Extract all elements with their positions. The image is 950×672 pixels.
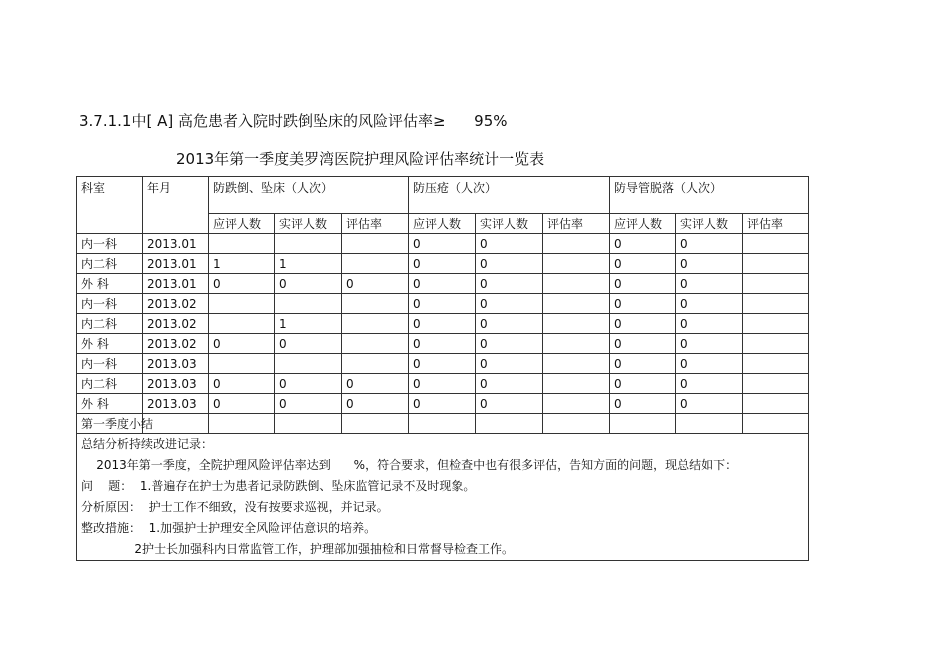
table-cell <box>543 374 610 394</box>
table-cell <box>743 234 809 254</box>
table-cell <box>743 294 809 314</box>
dept-cell: 内一科 <box>77 234 143 254</box>
standard-target: 95% <box>474 112 508 130</box>
notes-cause: 分析原因： 护士工作不细致，没有按要求巡视，并记录。 <box>81 500 389 514</box>
table-cell: 0 <box>409 354 476 374</box>
header-row-groups <box>77 177 809 214</box>
table-cell: 1 <box>275 254 342 274</box>
table-cell: 0 <box>476 314 543 334</box>
table-cell <box>543 314 610 334</box>
header-group-catheter: 防导管脱落（人次） <box>610 177 809 214</box>
table-row <box>77 274 809 294</box>
table-cell: 0 <box>610 254 676 274</box>
sub-header-actual: 实评人数 <box>476 214 543 234</box>
table-cell: 0 <box>275 334 342 354</box>
table-cell <box>743 274 809 294</box>
table-cell <box>209 294 275 314</box>
table-cell <box>743 374 809 394</box>
table-cell <box>209 414 275 434</box>
table-cell <box>543 394 610 414</box>
table-cell: 0 <box>476 394 543 414</box>
table-cell <box>743 334 809 354</box>
table-cell: 0 <box>676 254 743 274</box>
dept-cell: 内二科 <box>77 374 143 394</box>
table-cell <box>543 334 610 354</box>
subtotal-row <box>77 414 809 434</box>
table-cell: 1 <box>275 314 342 334</box>
table-cell: 0 <box>676 354 743 374</box>
month-cell: 2013.03 <box>143 374 209 394</box>
table-cell: 0 <box>209 374 275 394</box>
table-row <box>77 294 809 314</box>
sub-header-required: 应评人数 <box>209 214 275 234</box>
table-cell <box>342 234 409 254</box>
month-cell: 2013.01 <box>143 234 209 254</box>
table-cell: 0 <box>342 394 409 414</box>
table-cell <box>743 354 809 374</box>
sub-header-required: 应评人数 <box>610 214 676 234</box>
table-cell: 0 <box>610 274 676 294</box>
table-cell <box>610 414 676 434</box>
table-cell: 0 <box>275 394 342 414</box>
table-cell <box>342 314 409 334</box>
table-cell: 0 <box>275 374 342 394</box>
table-cell <box>275 294 342 314</box>
notes-heading: 总结分析持续改进记录： <box>81 437 214 451</box>
table-row <box>77 254 809 274</box>
table-cell: 0 <box>409 234 476 254</box>
table-cell: 0 <box>676 314 743 334</box>
table-cell: 0 <box>610 234 676 254</box>
assessment-table <box>76 176 809 561</box>
table-cell: 0 <box>476 334 543 354</box>
table-cell <box>743 394 809 414</box>
dept-cell: 内一科 <box>77 294 143 314</box>
month-cell: 2013.03 <box>143 394 209 414</box>
sub-header-rate: 评估率 <box>342 214 409 234</box>
table-cell: 0 <box>209 334 275 354</box>
table-cell <box>543 294 610 314</box>
table-cell: 0 <box>409 254 476 274</box>
table-cell <box>342 254 409 274</box>
table-cell: 0 <box>676 294 743 314</box>
table-cell: 0 <box>676 374 743 394</box>
table-cell: 0 <box>209 394 275 414</box>
table-row <box>77 354 809 374</box>
table-cell <box>743 254 809 274</box>
dept-cell: 外 科 <box>77 274 143 294</box>
table-row <box>77 334 809 354</box>
header-group-fall: 防跌倒、坠床（人次） <box>209 177 409 214</box>
table-cell: 0 <box>476 234 543 254</box>
table-cell: 0 <box>476 374 543 394</box>
table-cell: 0 <box>610 394 676 414</box>
table-cell <box>743 314 809 334</box>
sub-header-actual: 实评人数 <box>676 214 743 234</box>
dept-cell: 内一科 <box>77 354 143 374</box>
table-cell <box>543 274 610 294</box>
table-cell: 0 <box>676 334 743 354</box>
table-cell: 1 <box>209 254 275 274</box>
table-cell: 0 <box>610 314 676 334</box>
subtotal-label: 第一季度小结 <box>77 414 143 434</box>
table-cell: 0 <box>409 374 476 394</box>
table-cell: 0 <box>476 294 543 314</box>
table-row <box>77 234 809 254</box>
table-cell: 0 <box>476 274 543 294</box>
table-cell <box>342 334 409 354</box>
table-cell <box>743 414 809 434</box>
table-cell: 0 <box>409 314 476 334</box>
sub-header-actual: 实评人数 <box>275 214 342 234</box>
table-cell: 0 <box>476 254 543 274</box>
month-cell: 2013.02 <box>143 314 209 334</box>
table-cell: 0 <box>409 274 476 294</box>
header-dept: 科室 <box>77 177 143 234</box>
month-cell: 2013.01 <box>143 274 209 294</box>
table-cell: 0 <box>676 274 743 294</box>
table-cell: 0 <box>275 274 342 294</box>
month-cell: 2013.02 <box>143 334 209 354</box>
month-cell: 2013.01 <box>143 254 209 274</box>
header-month: 年月 <box>143 177 209 234</box>
table-cell: 0 <box>610 294 676 314</box>
dept-cell: 外 科 <box>77 334 143 354</box>
standard-heading <box>79 110 508 131</box>
notes-problem: 问 题： 1.普遍存在护士为患者记录防跌倒、坠床监管记录不及时现象。 <box>81 479 476 493</box>
standard-code: 3.7.1.1中[ A] 高危患者入院时跌倒坠床的风险评估率≥ <box>79 112 446 130</box>
month-cell: 2013.03 <box>143 354 209 374</box>
table-cell <box>342 354 409 374</box>
improvement-notes <box>77 434 809 561</box>
sub-header-rate: 评估率 <box>543 214 610 234</box>
table-cell <box>342 414 409 434</box>
month-cell: 2013.02 <box>143 294 209 314</box>
page-title: 2013年第一季度美罗湾医院护理风险评估率统计一览表 <box>176 150 545 168</box>
table-cell: 0 <box>342 274 409 294</box>
table-cell <box>476 414 543 434</box>
table-cell <box>209 234 275 254</box>
table-cell: 0 <box>610 334 676 354</box>
table-cell: 0 <box>476 354 543 374</box>
table-cell: 0 <box>610 374 676 394</box>
table-body <box>77 234 809 414</box>
table-cell: 0 <box>676 234 743 254</box>
table-row <box>77 394 809 414</box>
table-cell <box>543 354 610 374</box>
table-cell <box>543 414 610 434</box>
table-cell: 0 <box>409 334 476 354</box>
table-cell <box>543 234 610 254</box>
table-cell: 0 <box>409 294 476 314</box>
table-cell <box>275 354 342 374</box>
table-cell: 0 <box>342 374 409 394</box>
table-row <box>77 374 809 394</box>
table-row <box>77 314 809 334</box>
table-cell: 0 <box>209 274 275 294</box>
table-cell <box>342 294 409 314</box>
table-cell <box>275 414 342 434</box>
table-cell <box>543 254 610 274</box>
notes-row <box>77 434 809 561</box>
table-cell: 0 <box>610 354 676 374</box>
notes-measure-2: 2护士长加强科内日常监管工作，护理部加强抽检和日常督导检查工作。 <box>81 542 515 556</box>
sub-header-rate: 评估率 <box>743 214 809 234</box>
dept-cell: 内二科 <box>77 254 143 274</box>
table-cell: 0 <box>409 394 476 414</box>
table-cell <box>676 414 743 434</box>
table-cell <box>209 314 275 334</box>
table-cell: 0 <box>676 394 743 414</box>
notes-summary: 2013年第一季度，全院护理风险评估率达到 %，符合要求，但检查中也有很多评估，告知方面的问题，现总结如下： <box>81 458 738 472</box>
table-cell <box>409 414 476 434</box>
table-cell <box>275 234 342 254</box>
table-cell <box>209 354 275 374</box>
notes-measure-1: 整改措施： 1.加强护士护理安全风险评估意识的培养。 <box>81 521 377 535</box>
dept-cell: 外 科 <box>77 394 143 414</box>
sub-header-required: 应评人数 <box>409 214 476 234</box>
dept-cell: 内二科 <box>77 314 143 334</box>
header-group-pressure-ulcer: 防压疮（人次） <box>409 177 610 214</box>
